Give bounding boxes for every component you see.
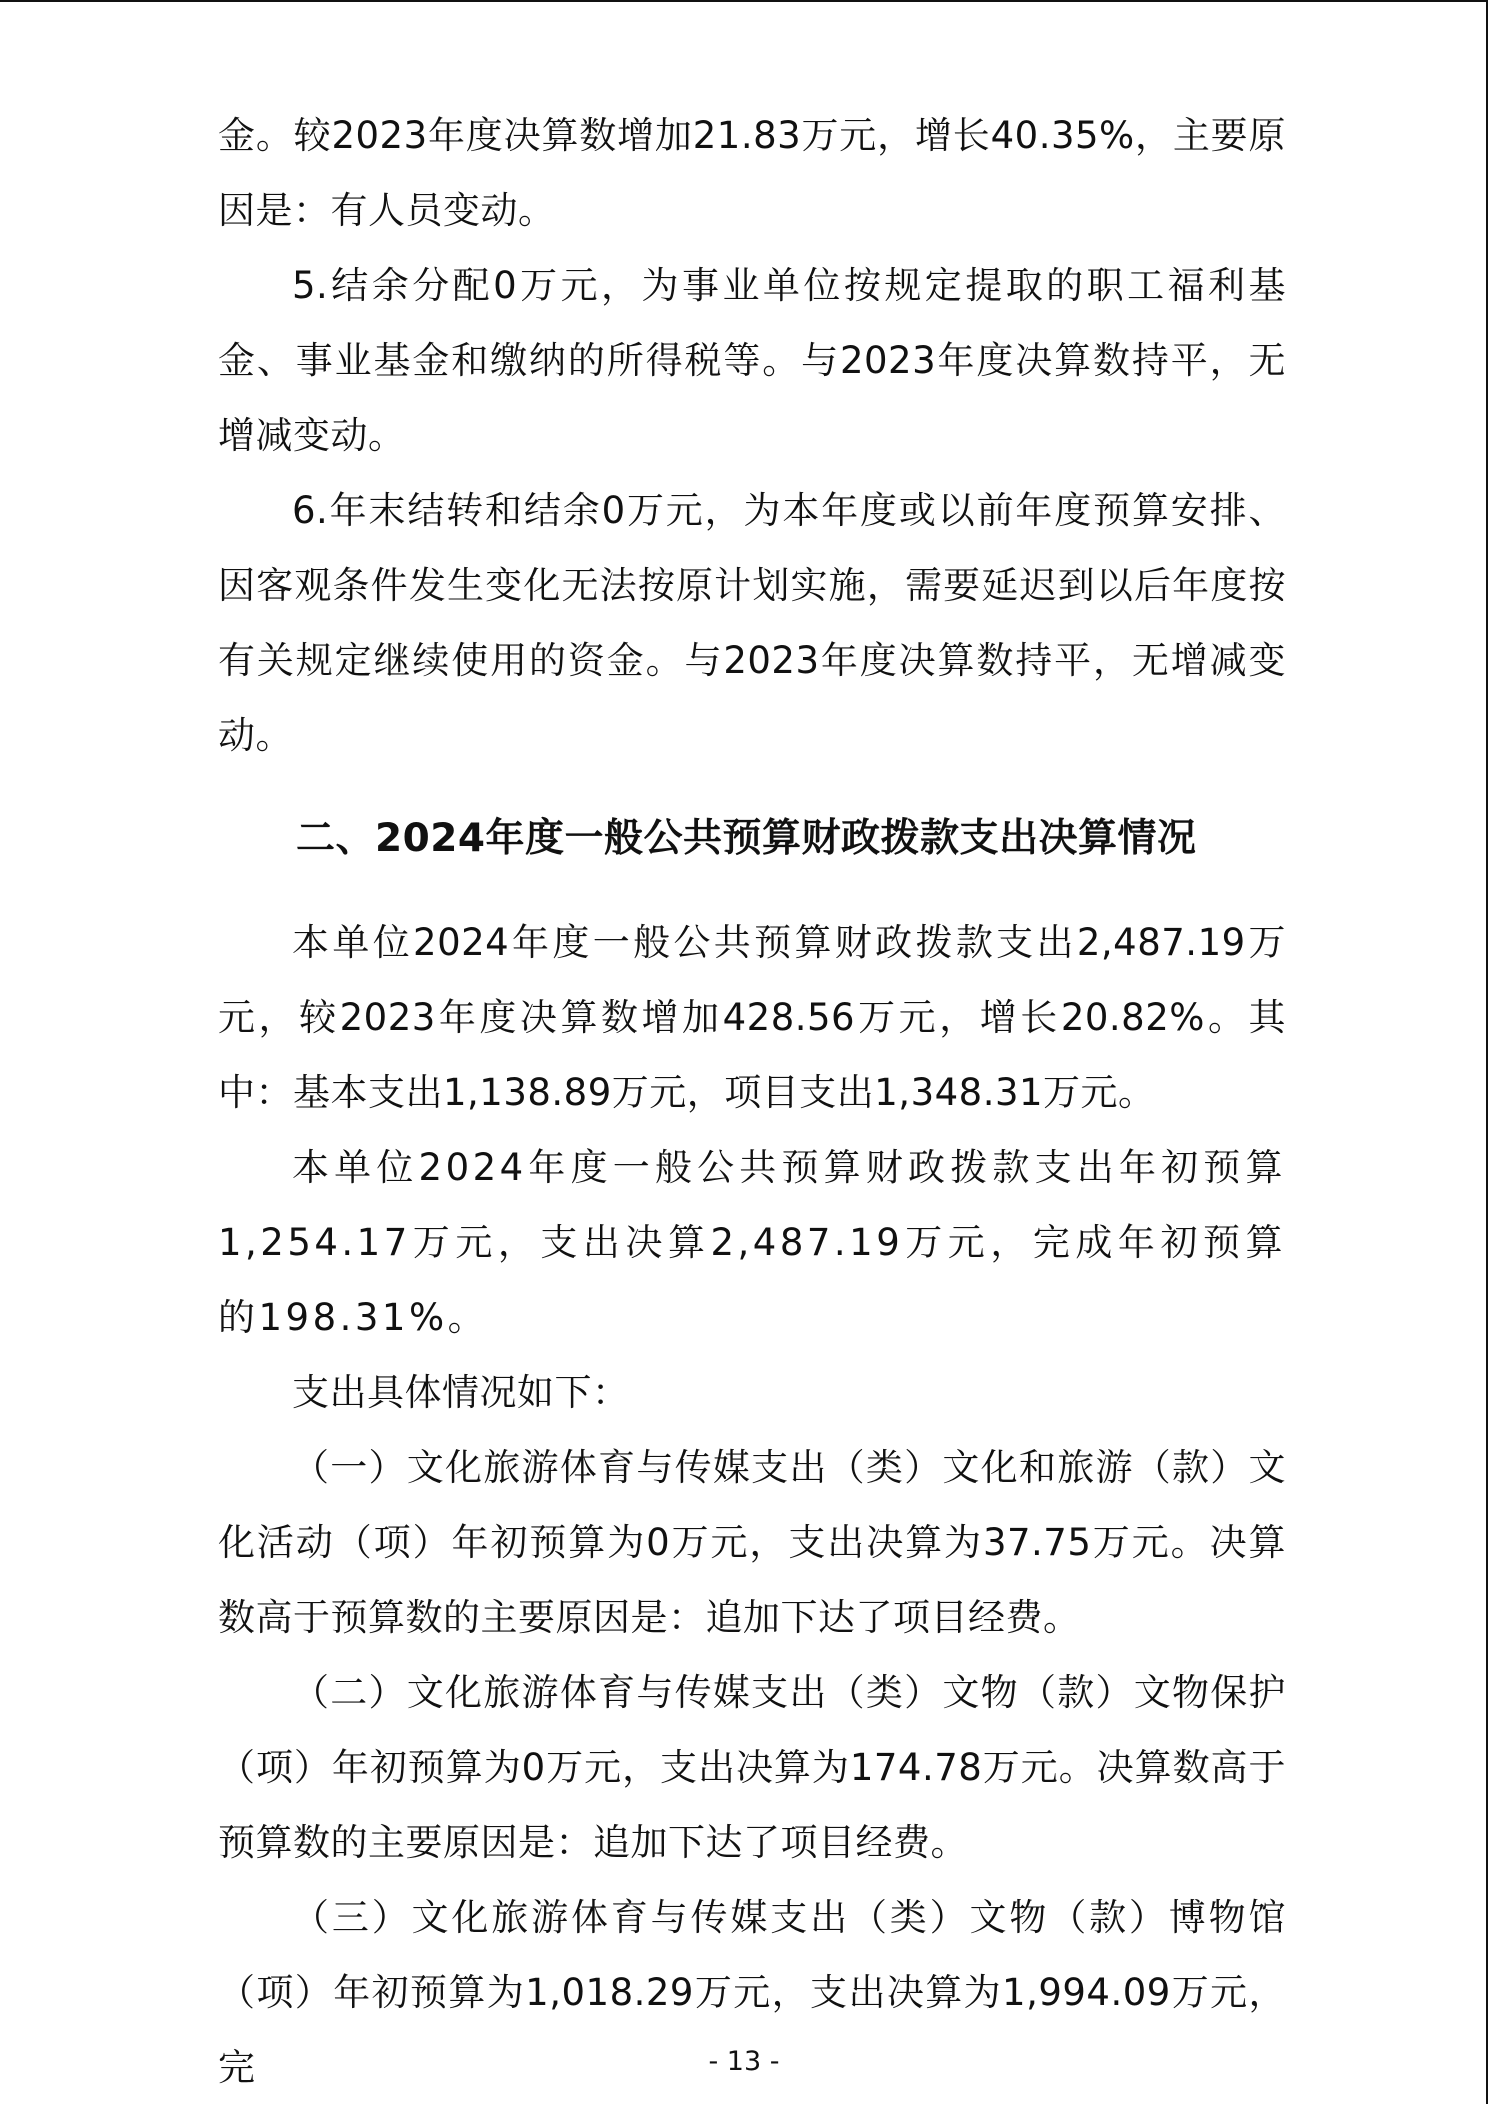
document-body [218, 98, 1286, 2105]
paragraph-item-museum: （三）文化旅游体育与传媒支出（类）文物（款）博物馆（项）年初预算为1,018.29万元，支出决算为1,994.09万元，完 [218, 1896, 1286, 2089]
paragraph-personnel-change: 金。较2023年度决算数增加21.83万元，增长40.35%，主要原因是：有人员变动。 [218, 114, 1286, 232]
paragraph-budget-completion: 本单位2024年度一般公共预算财政拨款支出年初预算1,254.17万元，支出决算2,487.19万元，完成年初预算的198.31%。 [218, 1146, 1286, 1339]
paragraph-details-intro: 支出具体情况如下： [292, 1371, 630, 1414]
paragraph-item-cultural-relics-protection: （二）文化旅游体育与传媒支出（类）文物（款）文物保护（项）年初预算为0万元，支出决算为174.78万元。决算数高于预算数的主要原因是：追加下达了项目经费。 [218, 1671, 1286, 1864]
section-heading: 二、2024年度一般公共预算财政拨款支出决算情况 [296, 816, 1197, 861]
page-number: - 13 - [708, 2046, 780, 2077]
paragraph-year-end-carryover: 6.年末结转和结余0万元，为本年度或以前年度预算安排、因客观条件发生变化无法按原计划实施，需要延迟到以后年度按有关规定继续使用的资金。与2023年度决算数持平，无增减变动。 [218, 489, 1286, 757]
paragraph-expenditure-total: 本单位2024年度一般公共预算财政拨款支出2,487.19万元，较2023年度决算数增加428.56万元，增长20.82%。其中：基本支出1,138.89万元，项目支出1,348.31万元。 [218, 921, 1286, 1114]
paragraph-item-cultural-activities: （一）文化旅游体育与传媒支出（类）文化和旅游（款）文化活动（项）年初预算为0万元，支出决算为37.75万元。决算数高于预算数的主要原因是：追加下达了项目经费。 [218, 1446, 1286, 1639]
paragraph-surplus-distribution: 5.结余分配0万元，为事业单位按规定提取的职工福利基金、事业基金和缴纳的所得税等。与2023年度决算数持平，无增减变动。 [218, 264, 1286, 457]
